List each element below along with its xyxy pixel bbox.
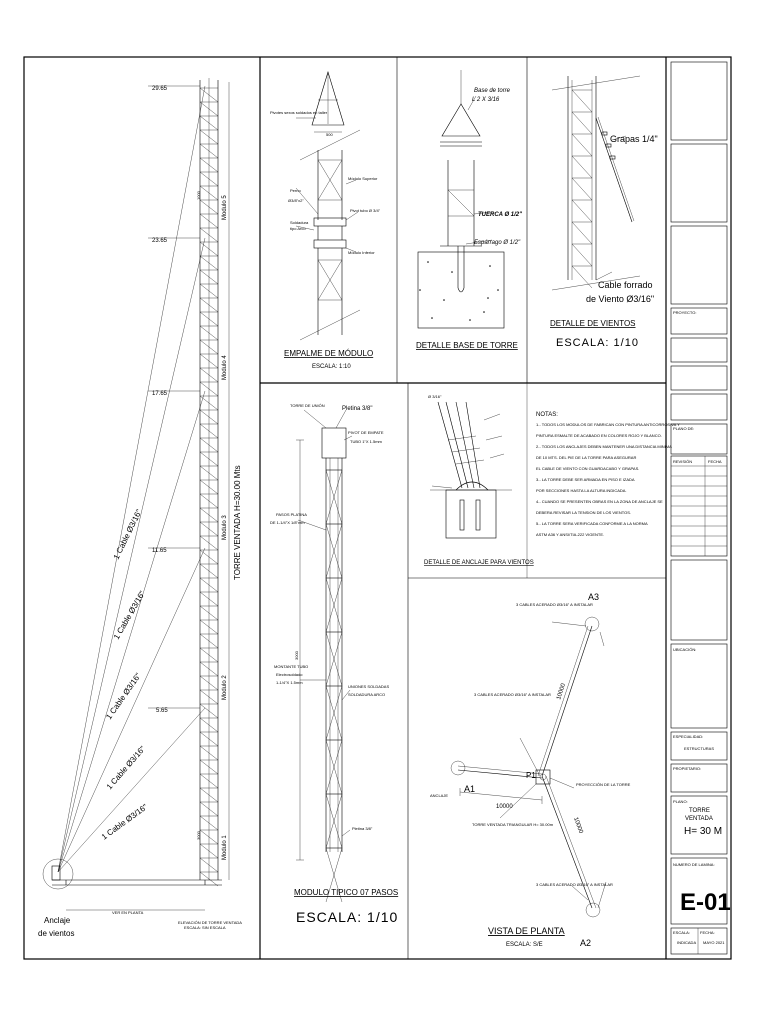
vientos-brace [572, 90, 592, 112]
nota-line: 1.- TODOS LOS MODULOS DE FABRICAN CON PINTURA ANTICORROSIVA Y [536, 422, 680, 427]
tb-fecha: FECHA [708, 459, 722, 464]
concrete-aggregate [489, 265, 491, 267]
planta-cables-top: 3 CABLES ACERADO Ø3/16" A INSTALAR [516, 602, 593, 607]
nota-line: 4.- CUANDO SE PRESENTEN OBRAS EN LA ZONA DE ANCLAJE SE [536, 499, 663, 504]
tb-ubicacion: UBICACIÓN: [673, 647, 697, 652]
modulo-montante-2: Electrosoldado [276, 672, 303, 677]
base-title: DETALLE BASE DE TORRE [416, 341, 518, 350]
modulo-pivot-2: TUBO 1"X 1.5mm [350, 439, 382, 444]
planta-cables-left: 3 CABLES ACERADO Ø3/16" A INSTALAR [474, 692, 551, 697]
planta-torre-ventada: TORRE VENTADA TRIANGULAR H= 30.00m [472, 822, 554, 827]
nota-line: EL CABLE DE VIENTO CON GUARDACABO Y GRAPAS. [536, 466, 640, 471]
base-esparrago: Espárrago Ø 1/2" [474, 240, 521, 246]
module-label-4: Modulo 4 [222, 355, 228, 380]
planta-dim-down: 10000 [572, 816, 584, 835]
vientos-title: DETALLE DE VIENTOS [550, 319, 636, 328]
tb-plano-2: VENTADA [685, 816, 713, 822]
planta-p1: P1 [526, 771, 536, 780]
cable-label-3: 1 Cable Ø3/16" [104, 671, 143, 722]
notas-list [536, 422, 680, 537]
anchor-label-1: Anclaje [44, 916, 71, 925]
cable-label-1: 1 Cable Ø3/16" [111, 508, 144, 561]
tower-elevation [43, 78, 229, 889]
tower-title: TORRE VENTADA H=30.00 Mts [233, 465, 242, 580]
planta-a3: A3 [588, 592, 600, 602]
empalme-perno: Perno [290, 188, 301, 193]
vientos-grapas: Grapas 1/4" [610, 134, 658, 144]
modulo-pivot-1: PIVOT DE EMPATE [348, 430, 384, 435]
modulo-pasos-2: DE 1-1/4"X 1/8"mm [270, 520, 305, 525]
planta-a2: A2 [580, 938, 592, 948]
vientos-cable-2: de Viento Ø3/16" [586, 294, 655, 304]
module-label-1: Modulo 1 [222, 835, 228, 860]
cable-label-4: 1 Cable Ø3/16" [104, 744, 148, 792]
anclaje-top-label: Ø 3/16" [428, 394, 442, 399]
modulo-montante-3: 1-1/4"X 1.5mm [276, 680, 303, 685]
vientos-brace [572, 266, 592, 288]
tb-escala-value: INDICADA [677, 940, 697, 945]
empalme-perno-size: Ø3/8"x2" [288, 198, 304, 203]
planta-dim-up: 10000 [556, 682, 568, 701]
tb-numero: NUMERO DE LAMINA: [673, 862, 715, 867]
modulo-pletina-bottom: Pletina 3/8" [352, 826, 373, 831]
planta-title: VISTA DE PLANTA [488, 926, 565, 936]
nota-line: 2.- TODOS LOS ANCLAJES DEBEN MANTENER UNA DISTANCIA MINIMA [536, 444, 672, 449]
empalme-soldadura-2: tipo Arco [290, 226, 306, 231]
planta-cables-bottom: 3 CABLES ACERADO Ø3/16" A INSTALAR [536, 882, 613, 887]
empalme-pivot-tubo: Pivot tubo Ø 3/4" [350, 208, 381, 213]
tb-propietario: PROPIETARIO: [673, 766, 702, 771]
level-label-4: 11.65 [152, 548, 167, 554]
planta-drawing [451, 617, 606, 917]
module-label-5: Modulo 5 [222, 195, 228, 220]
tb-plano-label: PLANO: [673, 799, 688, 804]
planta-anclaje: ANCLAJE [430, 793, 449, 798]
anclaje-title: DETALLE DE ANCLAJE PARA VIENTOS [424, 560, 534, 566]
base-label-1: Base de torre [474, 88, 511, 94]
concrete-aggregate [483, 311, 485, 313]
tb-escala-label: ESCALA: [673, 930, 690, 935]
nota-line: ASTM A36 Y ANSI/TIA-222 VIGENTE. [536, 532, 605, 537]
modulo-uniones-1: UNIONES SOLDADAS [348, 684, 390, 689]
anclaje-drawing [430, 402, 512, 538]
base-tuerca: TUERCA Ø 1/2" [478, 212, 522, 218]
dim-3000: 3000 [196, 831, 201, 840]
vientos-brace [572, 178, 592, 200]
cable-label-2: 1 Cable Ø3/16" [111, 589, 147, 641]
level-label-2: 23.65 [152, 238, 168, 244]
tb-proyecto: PROYECTO: [673, 310, 697, 315]
empalme-pivot-label: Pivotes sexos soldados en taller [270, 110, 328, 115]
sheet-border [24, 57, 731, 959]
empalme-scale: ESCALA: 1:10 [312, 364, 351, 370]
nota-line: POR SECCIONES HASTA LA ALTURA INDICADA. [536, 488, 627, 493]
empalme-soldadura-1: Soldadura [290, 220, 309, 225]
vientos-drawing [552, 76, 640, 290]
tb-plano-3: H= 30 M [684, 826, 723, 837]
empalme-title: EMPALME DE MÓDULO [284, 349, 374, 358]
planta-a1: A1 [464, 784, 476, 794]
dim-1000: 1000 [196, 191, 201, 200]
modulo-scale: ESCALA: 1/10 [296, 909, 399, 925]
vientos-cable-1: Cable forrado [598, 280, 653, 290]
tb-fecha-label: FECHA: [700, 930, 715, 935]
planta-dim-horizontal: 10000 [496, 804, 513, 810]
cable-label-5: 1 Cable Ø3/16" [99, 802, 150, 842]
tb-sheet-number: E-01 [680, 889, 731, 916]
elevation-caption-1: ELEVACIÓN DE TORRE VENTADA [178, 920, 242, 925]
concrete-aggregate [431, 317, 433, 319]
level-label-3: 17.65 [152, 391, 168, 397]
nota-line: 3.- LA TORRE DEBE SER ARMADA EN PISO E IZADA [536, 477, 635, 482]
concrete-aggregate [427, 261, 429, 263]
module-label-3: Modulo 3 [222, 515, 228, 540]
modulo-montante-1: MONTANTE TUBO [274, 664, 309, 669]
notas-heading: NOTAS: [536, 412, 558, 418]
nota-line: DEBERA REVISAR LA TENSION DE LOS VIENTOS. [536, 510, 631, 515]
vientos-brace [572, 222, 592, 244]
level-label-1: 29.65 [152, 86, 168, 92]
concrete-aggregate [487, 297, 489, 299]
empalme-dim-500: 500 [326, 132, 333, 137]
modulo-title: MODULO TIPICO 07 PASOS [294, 888, 399, 897]
vientos-brace [572, 200, 592, 222]
vientos-scale: ESCALA: 1/10 [556, 337, 639, 349]
concrete-aggregate [497, 289, 499, 291]
tb-especialidad: ESPECIALIDAD: [673, 734, 704, 739]
modulo-dim-3000: 3000 [294, 651, 299, 660]
tb-estructuras: ESTRUCTURAS [684, 746, 715, 751]
modulo-uniones-2: SOLDADURA ARCO [348, 692, 386, 697]
anchor-label-2: de vientos [38, 929, 75, 938]
tb-plano-de: PLANO DE: [673, 426, 695, 431]
nota-line: 5.- LA TORRE SERA VERIFICADA CONFORME A LA NORMA [536, 521, 648, 526]
level-label-5: 5.65 [156, 708, 168, 714]
empalme-modulo-inferior: Módulo Inferior [348, 250, 375, 255]
planta-scale: ESCALA: S/E [506, 942, 543, 948]
base-drawing [418, 70, 504, 328]
concrete-aggregate [451, 271, 453, 273]
nota-line: PINTURA ESMALTE DE ACABADO EN COLORES ROJO Y BLANCO. [536, 433, 662, 438]
module-label-2: Modulo 2 [222, 675, 228, 700]
nota-line: DE 10 MTS. DEL PIE DE LA TORRE PARA ASEGURAR [536, 455, 637, 460]
modulo-drawing [296, 410, 352, 902]
empalme-modulo-superior: Módulo Superior [348, 176, 378, 181]
vientos-brace [572, 134, 592, 156]
modulo-torre: TORRE DE UNIÓN [290, 403, 325, 408]
elevation-caption-2: ESCALA: SIN ESCALA [184, 925, 226, 930]
tb-revisiones: REVISIÓN [673, 459, 693, 464]
vientos-brace [572, 156, 592, 178]
modulo-pletina-top: Pletina 3/8" [342, 406, 373, 412]
tb-plano-1: TORRE [689, 808, 710, 814]
tb-fecha-value: MAYO 2021 [703, 940, 725, 945]
concrete-aggregate [419, 289, 421, 291]
vientos-brace [572, 244, 592, 266]
base-label-2: L 2 X 3/16 [472, 97, 500, 103]
plan-dim-text: VER EN PLANTA [112, 910, 144, 915]
concrete-aggregate [443, 299, 445, 301]
modulo-pasos-1: PASOS PLATINA [276, 512, 307, 517]
vientos-brace [572, 112, 592, 134]
concrete-aggregate [469, 319, 471, 321]
planta-proyeccion: PROYECCIÓN DE LA TORRE [576, 782, 631, 787]
